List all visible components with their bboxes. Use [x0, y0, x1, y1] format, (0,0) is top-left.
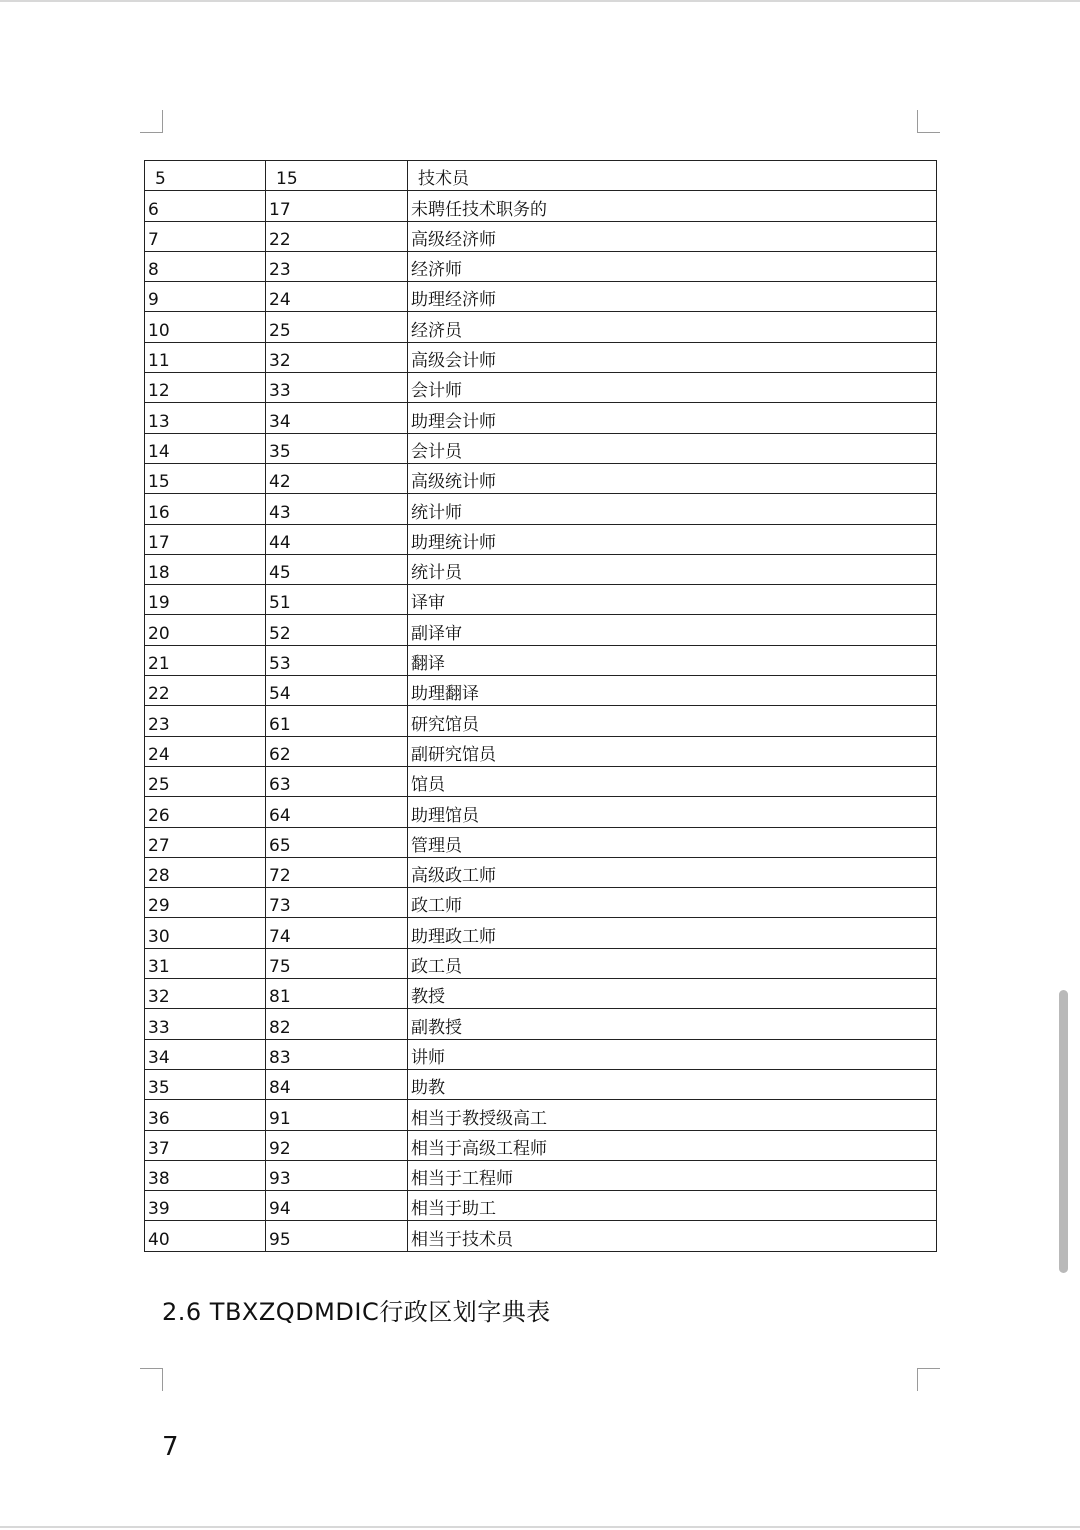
code-cell: 34 [266, 403, 408, 433]
table-body [145, 161, 937, 1252]
title-cell: 会计师 [408, 373, 937, 403]
code-cell: 15 [266, 161, 408, 191]
row-index-cell: 12 [145, 373, 266, 403]
title-cell: 高级政工师 [408, 857, 937, 887]
table-row [145, 1191, 937, 1221]
table-row [145, 1009, 937, 1039]
table-row [145, 554, 937, 584]
table-row [145, 888, 937, 918]
row-index-cell: 14 [145, 433, 266, 463]
code-cell: 84 [266, 1069, 408, 1099]
title-cell: 相当于教授级高工 [408, 1100, 937, 1130]
table-row [145, 221, 937, 251]
code-cell: 25 [266, 312, 408, 342]
title-cell: 会计员 [408, 433, 937, 463]
code-cell: 53 [266, 645, 408, 675]
crop-mark-top-left [140, 110, 163, 133]
row-index-cell: 35 [145, 1069, 266, 1099]
table-row [145, 433, 937, 463]
code-cell: 35 [266, 433, 408, 463]
table-row [145, 736, 937, 766]
code-cell: 45 [266, 554, 408, 584]
title-cell: 经济员 [408, 312, 937, 342]
section-heading: 2.6 TBXZQDMDIC行政区划字典表 [162, 1298, 551, 1326]
row-index-cell: 9 [145, 282, 266, 312]
title-cell: 翻译 [408, 645, 937, 675]
row-index-cell: 30 [145, 918, 266, 948]
title-cell: 相当于助工 [408, 1191, 937, 1221]
table-row [145, 918, 937, 948]
code-cell: 91 [266, 1100, 408, 1130]
row-index-cell: 23 [145, 706, 266, 736]
row-index-cell: 36 [145, 1100, 266, 1130]
title-cell: 高级经济师 [408, 221, 937, 251]
title-cell: 相当于技术员 [408, 1221, 937, 1251]
code-cell: 92 [266, 1130, 408, 1160]
title-cell: 助理会计师 [408, 403, 937, 433]
code-cell: 72 [266, 857, 408, 887]
title-cell: 助理政工师 [408, 918, 937, 948]
row-index-cell: 7 [145, 221, 266, 251]
row-index-cell: 28 [145, 857, 266, 887]
table-row [145, 706, 937, 736]
code-cell: 33 [266, 373, 408, 403]
code-cell: 61 [266, 706, 408, 736]
code-cell: 81 [266, 979, 408, 1009]
code-cell: 64 [266, 797, 408, 827]
title-cell: 统计员 [408, 554, 937, 584]
table-row [145, 1039, 937, 1069]
row-index-cell: 11 [145, 342, 266, 372]
title-cell: 副教授 [408, 1009, 937, 1039]
table-row [145, 191, 937, 221]
table-row [145, 827, 937, 857]
title-cell: 相当于工程师 [408, 1160, 937, 1190]
code-cell: 74 [266, 918, 408, 948]
title-cell: 经济师 [408, 251, 937, 281]
code-cell: 51 [266, 585, 408, 615]
code-cell: 95 [266, 1221, 408, 1251]
table-row [145, 645, 937, 675]
title-cell: 研究馆员 [408, 706, 937, 736]
table-row [145, 585, 937, 615]
title-cell: 政工员 [408, 948, 937, 978]
code-cell: 73 [266, 888, 408, 918]
code-cell: 63 [266, 766, 408, 796]
table-row [145, 1160, 937, 1190]
code-cell: 83 [266, 1039, 408, 1069]
row-index-cell: 21 [145, 645, 266, 675]
row-index-cell: 32 [145, 979, 266, 1009]
code-cell: 52 [266, 615, 408, 645]
code-cell: 44 [266, 524, 408, 554]
crop-mark-top-right [917, 110, 940, 133]
table-row [145, 797, 937, 827]
title-cell: 高级统计师 [408, 463, 937, 493]
row-index-cell: 8 [145, 251, 266, 281]
code-cell: 93 [266, 1160, 408, 1190]
table-row [145, 857, 937, 887]
page-number: 7 [162, 1432, 179, 1462]
code-cell: 62 [266, 736, 408, 766]
title-cell: 助教 [408, 1069, 937, 1099]
code-cell: 75 [266, 948, 408, 978]
title-code-table [144, 160, 937, 1252]
title-cell: 教授 [408, 979, 937, 1009]
title-cell: 副译审 [408, 615, 937, 645]
row-index-cell: 27 [145, 827, 266, 857]
row-index-cell: 24 [145, 736, 266, 766]
code-cell: 54 [266, 676, 408, 706]
row-index-cell: 17 [145, 524, 266, 554]
row-index-cell: 34 [145, 1039, 266, 1069]
table-row [145, 1069, 937, 1099]
row-index-cell: 6 [145, 191, 266, 221]
table-row [145, 494, 937, 524]
title-cell: 政工师 [408, 888, 937, 918]
row-index-cell: 38 [145, 1160, 266, 1190]
code-cell: 32 [266, 342, 408, 372]
title-cell: 馆员 [408, 766, 937, 796]
table-row [145, 766, 937, 796]
code-cell: 22 [266, 221, 408, 251]
row-index-cell: 20 [145, 615, 266, 645]
table-row [145, 1221, 937, 1251]
title-cell: 助理统计师 [408, 524, 937, 554]
crop-mark-bottom-left [140, 1368, 163, 1391]
table-row [145, 161, 937, 191]
title-cell: 副研究馆员 [408, 736, 937, 766]
table-row [145, 463, 937, 493]
code-cell: 24 [266, 282, 408, 312]
row-index-cell: 37 [145, 1130, 266, 1160]
table-row [145, 312, 937, 342]
table-row [145, 342, 937, 372]
row-index-cell: 18 [145, 554, 266, 584]
row-index-cell: 10 [145, 312, 266, 342]
title-cell: 助理翻译 [408, 676, 937, 706]
title-cell: 讲师 [408, 1039, 937, 1069]
table-row [145, 524, 937, 554]
row-index-cell: 33 [145, 1009, 266, 1039]
row-index-cell: 40 [145, 1221, 266, 1251]
code-cell: 94 [266, 1191, 408, 1221]
row-index-cell: 31 [145, 948, 266, 978]
bottom-divider [0, 1526, 1080, 1528]
table-row [145, 979, 937, 1009]
title-cell: 高级会计师 [408, 342, 937, 372]
top-divider [0, 0, 1080, 2]
table-row [145, 948, 937, 978]
title-cell: 技术员 [408, 161, 937, 191]
code-cell: 82 [266, 1009, 408, 1039]
row-index-cell: 25 [145, 766, 266, 796]
row-index-cell: 26 [145, 797, 266, 827]
title-cell: 未聘任技术职务的 [408, 191, 937, 221]
row-index-cell: 16 [145, 494, 266, 524]
table-row [145, 251, 937, 281]
table-row [145, 615, 937, 645]
title-cell: 助理经济师 [408, 282, 937, 312]
table-row [145, 1130, 937, 1160]
row-index-cell: 39 [145, 1191, 266, 1221]
table-row [145, 282, 937, 312]
row-index-cell: 19 [145, 585, 266, 615]
crop-mark-bottom-right [917, 1368, 940, 1391]
title-cell: 助理馆员 [408, 797, 937, 827]
table-row [145, 403, 937, 433]
row-index-cell: 29 [145, 888, 266, 918]
title-cell: 相当于高级工程师 [408, 1130, 937, 1160]
title-cell: 管理员 [408, 827, 937, 857]
title-cell: 统计师 [408, 494, 937, 524]
code-cell: 43 [266, 494, 408, 524]
row-index-cell: 15 [145, 463, 266, 493]
table-row [145, 676, 937, 706]
title-cell: 译审 [408, 585, 937, 615]
code-cell: 65 [266, 827, 408, 857]
row-index-cell: 5 [145, 161, 266, 191]
table-row [145, 1100, 937, 1130]
row-index-cell: 13 [145, 403, 266, 433]
code-cell: 17 [266, 191, 408, 221]
row-index-cell: 22 [145, 676, 266, 706]
table-row [145, 373, 937, 403]
code-cell: 42 [266, 463, 408, 493]
scrollbar-thumb[interactable] [1059, 990, 1068, 1273]
code-cell: 23 [266, 251, 408, 281]
